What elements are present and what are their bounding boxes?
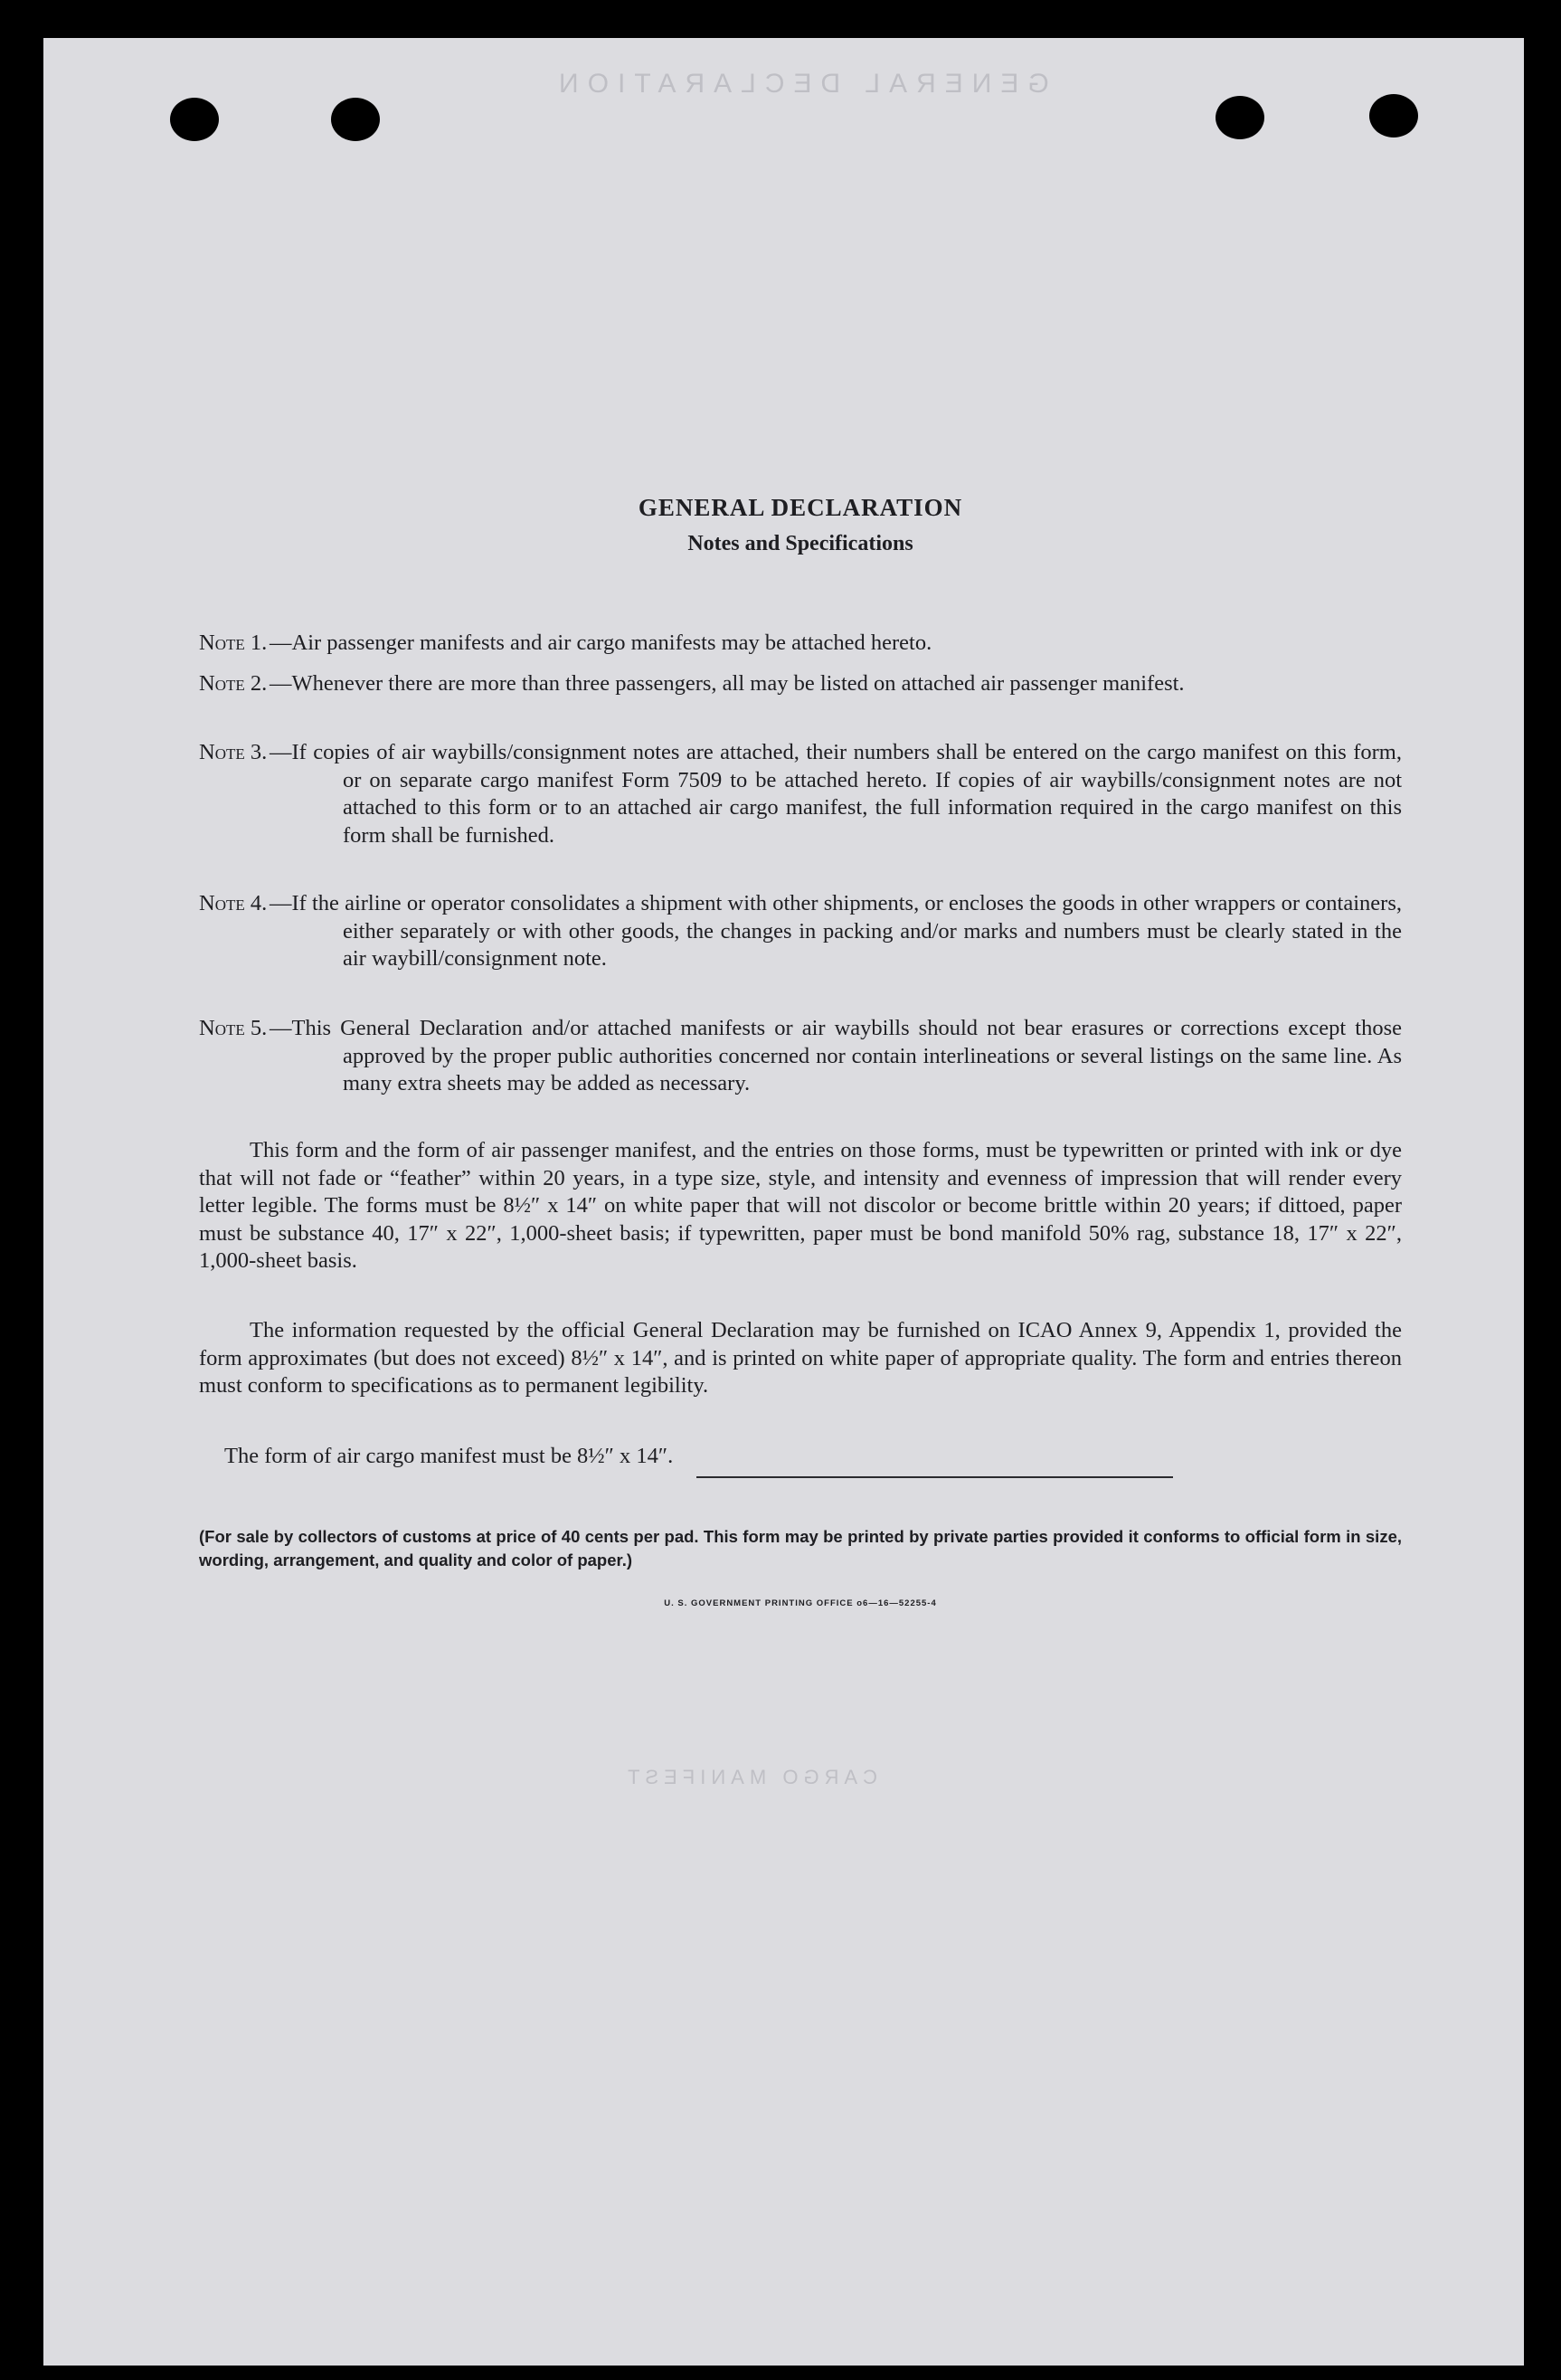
note-text: Air passenger manifests and air cargo manifests may be attached hereto.	[291, 631, 932, 655]
paragraph-form-requirements: This form and the form of air passenger manifest, and the entries on those forms, must be typewritten or printed with ink or dye that will not fade or “feather” within 20 years, in a type size, style, and intensity and evenness of impression that will render every letter legible. The forms must be 8½″ x 14″ on white paper that will not discolor or become brittle within 20 years; if dittoed, paper must be substance 40, 17″ x 22″, 1,000-sheet basis; if typewritten, paper must be bond manifold 50% rag, substance 18, 17″ x 22″, 1,000-sheet basis.	[199, 1138, 1402, 1273]
paragraph-icao-annex: The information requested by the official General Declaration may be furnished on ICAO Annex 9, Appendix 1, provided the form approximates (but does not exceed) 8½″ x 14″, and is printed on white paper of appropriate quality. The form and entries thereon must conform to specifications as to permanent legibility.	[199, 1318, 1402, 1398]
paragraph-cargo-manifest-size: The form of air cargo manifest must be 8½″ x 14″.	[224, 1444, 674, 1468]
page-subtitle: Notes and Specifications	[687, 532, 913, 555]
punch-hole	[1216, 96, 1264, 139]
printer-imprint: U. S. GOVERNMENT PRINTING OFFICE o6—16—52255-4	[664, 1598, 937, 1608]
note-text: If the airline or operator consolidates a shipment with other shipments, or encloses the goods in other wrappers or containers, either separately or with other goods, the changes in packing and/or marks and numbers must be clearly stated in the air waybill/consignment note.	[291, 891, 1402, 971]
note-label: Note 2.	[199, 671, 268, 696]
page-title: GENERAL DECLARATION	[638, 494, 963, 521]
punch-hole	[1369, 94, 1418, 137]
sale-notice: (For sale by collectors of customs at price of 40 cents per pad. This form may be printed by private parties provided it conforms to official form in size, wording, arrangement, and quality and color of paper.)	[199, 1527, 1402, 1569]
note-text: Whenever there are more than three passengers, all may be listed on attached air passenger manifest.	[291, 671, 1185, 696]
note-5: Note 5. —This General Declaration and/or attached manifests or air waybills should not bear erasures or corrections except those approved by the proper public authorities concerned nor contain interlineations or several listings on the same line. As many extra sheets may be added as necessary.	[199, 1016, 1402, 1095]
punch-hole	[170, 98, 219, 141]
divider-rule	[696, 1476, 1173, 1478]
note-label: Note 4.	[199, 891, 268, 915]
note-label: Note 5.	[199, 1016, 268, 1040]
note-1: Note 1. —Air passenger manifests and air cargo manifests may be attached hereto.	[199, 630, 1402, 658]
note-label: Note 3.	[199, 740, 268, 764]
note-3: Note 3. —If copies of air waybills/consignment notes are attached, their numbers shall be entered on the cargo manifest on this form, or on separate cargo manifest Form 7509 to be attached hereto. If copies of air waybills/consignment notes are not attached to this form or to an attached air cargo manifest, the full information required in the cargo manifest on this form shall be furnished.	[199, 740, 1402, 848]
note-text: If copies of air waybills/consignment notes are attached, their numbers shall be entered on the cargo manifest on this form, or on separate cargo manifest Form 7509 to be attached hereto. If copies of air waybills/consignment notes are not attached to this form or to an attached air cargo manifest, the full information required in the cargo manifest on this form shall be furnished.	[291, 740, 1402, 848]
document-page	[43, 38, 1524, 2366]
note-2: Note 2. —Whenever there are more than three passengers, all may be listed on attached air passenger manifest.	[199, 670, 1402, 698]
punch-hole	[331, 98, 380, 141]
note-text: This General Declaration and/or attached manifests or air waybills should not bear erasures or corrections except those approved by the proper public authorities concerned nor contain interlineations or several listings on the same line. As many extra sheets may be added as necessary.	[291, 1016, 1402, 1095]
note-4: Note 4. —If the airline or operator consolidates a shipment with other shipments, or encloses the goods in other wrappers or containers, either separately or with other goods, the changes in packing and/or marks and numbers must be clearly stated in the air waybill/consignment note.	[199, 891, 1402, 971]
bleed-through-header: GENERAL DECLARATION	[550, 69, 1049, 99]
bleed-through-manifest: CARGO MANIFEST	[622, 1766, 878, 1788]
note-label: Note 1.	[199, 631, 268, 655]
